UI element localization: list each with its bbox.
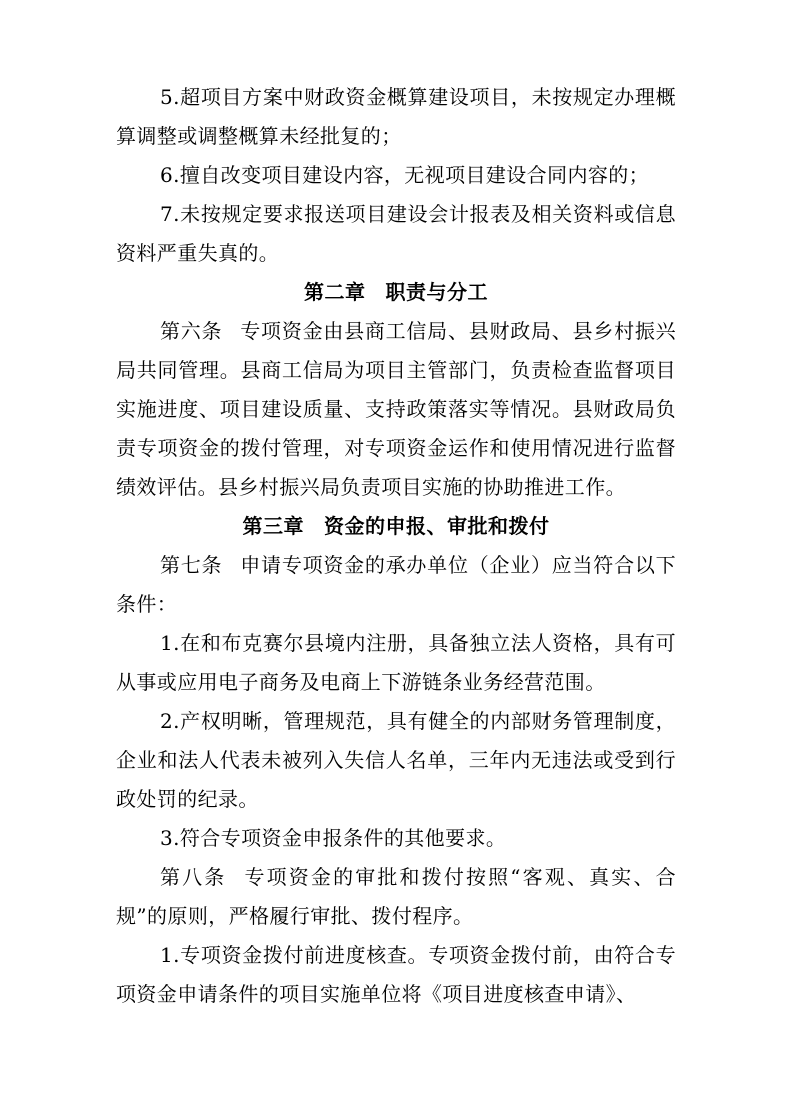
chapter-3-number: 第三章 [242,514,304,538]
article-7-label: 第七条 [160,553,223,577]
article-7-text: 申请专项资金的承办单位（企业）应当符合以下条件： [116,553,676,616]
article-8-item-1: 1.专项资金拨付前进度核查。专项资金拨付前，由符合专项资金申请条件的项目实施单位将《项目进度核查申请》、 [116,943,676,1006]
article-7-item-2: 2.产权明晰，管理规范，具有健全的内部财务管理制度，企业和法人代表未被列入失信人名单，三年内无违法或受到行政处罚的纪录。 [116,709,676,811]
article-7 [116,546,676,624]
article-7-item-1: 1.在和布克赛尔县境内注册，具备独立法人资格，具有可从事或应用电子商务及电商上下游链条业务经营范围。 [116,631,676,694]
article-8 [116,858,676,936]
article-6-label: 第六条 [160,319,223,343]
article-8-text: 专项资金的审批和拨付按照“客观、真实、合规”的原则，严格履行审批、拨付程序。 [116,865,676,928]
chapter-2-number: 第二章 [304,280,366,304]
chapter-3-heading [116,507,676,546]
document-body [116,78,676,1014]
article-6 [116,312,676,507]
article-7-item-3: 3.符合专项资金申报条件的其他要求。 [160,826,507,850]
chapter-2-heading [116,273,676,312]
article-6-text: 专项资金由县商工信局、县财政局、县乡村振兴局共同管理。县商工信局为项目主管部门，负责检查监督项目实施进度、项目建设质量、支持政策落实等情况。县财政局负责专项资金的拨付管理，对专项资金运作和使用情况进行监督绩效评估。县乡村振兴局负责项目实施的协助推进工作。 [116,319,676,499]
article-8-label: 第八条 [160,865,227,889]
list-item-5: 5.超项目方案中财政资金概算建设项目，未按规定办理概算调整或调整概算未经批复的； [116,85,676,148]
list-item-7: 7.未按规定要求报送项目建设会计报表及相关资料或信息资料严重失真的。 [116,202,676,265]
chapter-3-title: 资金的申报、审批和拨付 [324,514,550,538]
chapter-2-title: 职责与分工 [385,280,488,304]
list-item-6: 6.擅自改变项目建设内容，无视项目建设合同内容的； [160,163,650,187]
